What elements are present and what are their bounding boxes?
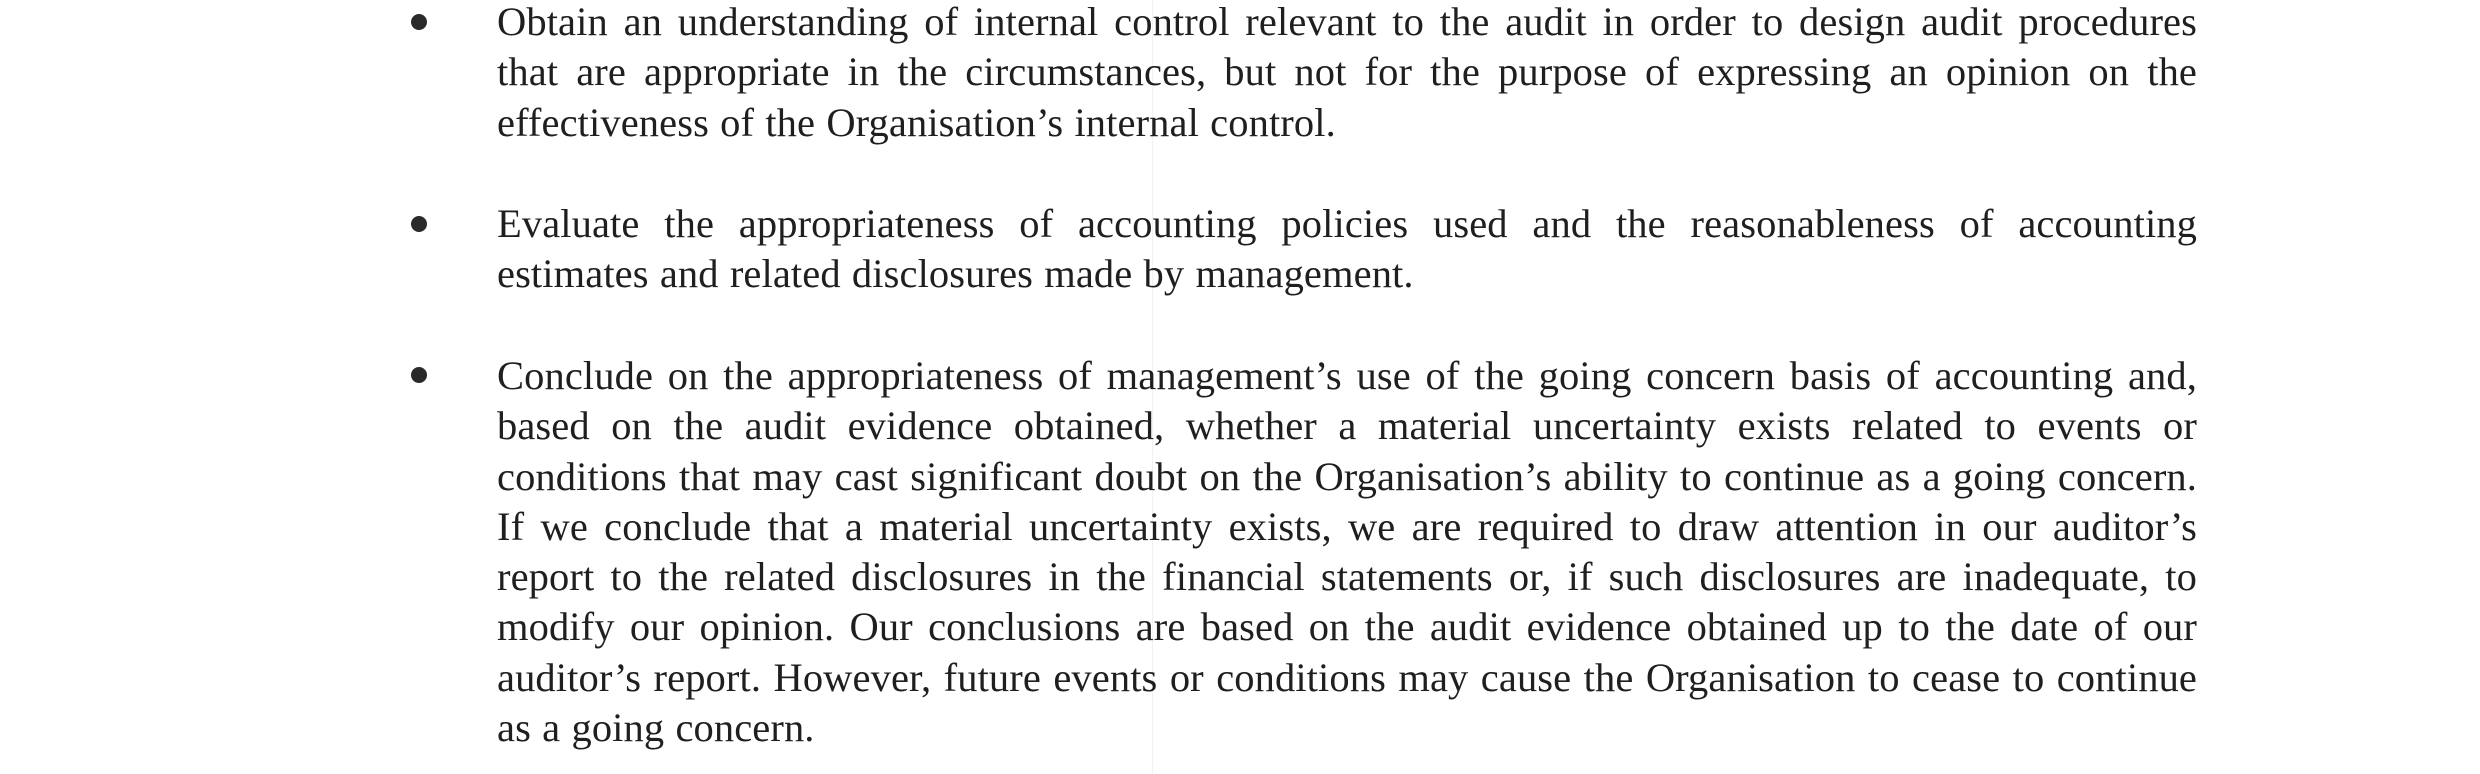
bullet-text: Obtain an understanding of internal control relevant to the audit in order to design audit procedures that are appropriate in the circumstances, but not for the purpose of expressing an opinion on the effectiveness of the Organisation’s internal control.	[497, 0, 2197, 145]
bullet-text: Evaluate the appropriateness of accounting policies used and the reasonableness of accounting estimates and related disclosures made by management.	[497, 201, 2197, 297]
bullet-icon	[411, 367, 427, 383]
bullet-icon	[411, 216, 427, 232]
bullet-icon	[411, 14, 427, 30]
bullet-text: Conclude on the appropriateness of management’s use of the going concern basis of accounting and, based on the audit evidence obtained, whether a material uncertainty exists related to events or conditions that may cast significant doubt on the Organisation’s ability to continue as a going concern. If we conclude that a material uncertainty exists, we are required to draw attention in our auditor’s report to the related disclosures in the financial statements or, if such disclosures are inadequate, to modify our opinion. Our conclusions are based on the audit evidence obtained up to the date of our auditor’s report. However, future events or conditions may cause the Organisation to cease to continue as a going concern.	[497, 353, 2197, 751]
